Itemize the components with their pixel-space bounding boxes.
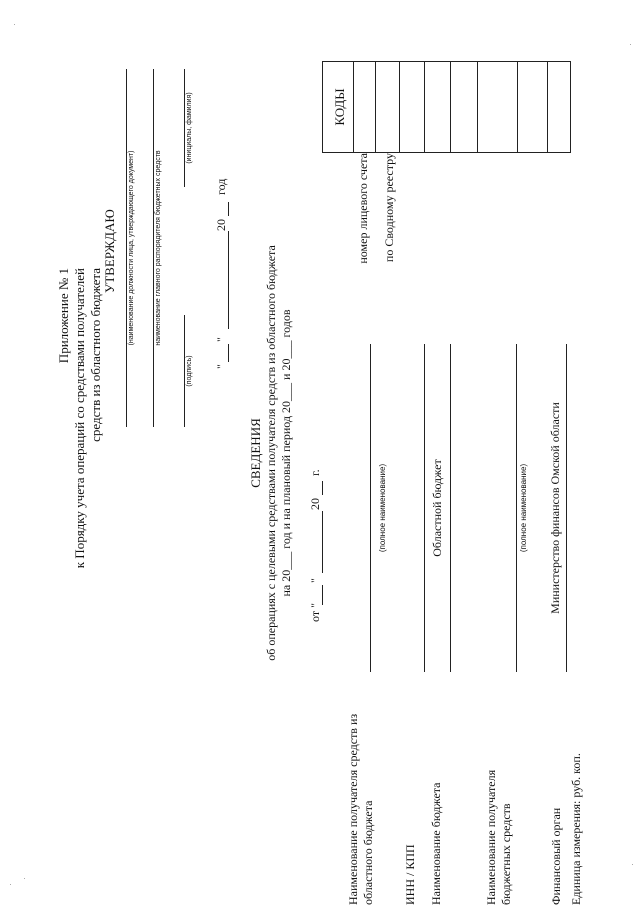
unit-label: Единица измерения: руб. коп. <box>569 753 583 905</box>
doc-title-line1: об операциях с целевыми средствами получателя средств из областного бюджета <box>264 245 278 661</box>
registry-label: по Сводному реестру <box>382 153 396 263</box>
finorg-value: Министерство финансов Омской области <box>548 402 562 614</box>
codes-header: КОДЫ <box>332 88 347 126</box>
bud-recipient-value-line <box>516 344 517 672</box>
inn-value-line <box>424 344 425 672</box>
scan-speck <box>632 864 633 865</box>
finorg-label: Финансовый орган <box>549 807 563 905</box>
codes-row-divider <box>375 62 376 152</box>
codes-table <box>322 61 571 153</box>
doc-title: СВЕДЕНИЯ <box>248 418 263 488</box>
approve-signature-caption: (подпись) <box>186 355 193 387</box>
approve-authority-line <box>153 69 154 427</box>
budget-value-line <box>450 344 451 672</box>
approve-date-year-line <box>228 202 229 216</box>
doc-date-month-line <box>322 511 323 573</box>
doc-date-mid: " <box>308 578 322 583</box>
appendix-line1: Приложение № 1 <box>56 268 71 364</box>
doc-date-year: 20 <box>308 498 322 510</box>
codes-row-divider <box>547 62 548 152</box>
doc-date-day-line <box>322 585 323 605</box>
budget-value: Областной бюджет <box>430 459 444 557</box>
approve-date-year-prefix: 20 <box>214 219 228 231</box>
approve-name-caption: (инициалы, фамилия) <box>186 92 193 164</box>
approve-date-quote2: " <box>214 337 228 342</box>
approve-title: УТВЕРЖДАЮ <box>102 209 117 293</box>
approve-date-day-line <box>228 344 229 362</box>
bud-recipient-label-1: Наименование получателя <box>484 769 498 905</box>
approve-position-caption: (наименование должности лица, утверждающего документ) <box>128 150 135 346</box>
codes-row-divider <box>399 62 400 152</box>
approve-date-year-suffix: год <box>214 178 228 195</box>
approve-signature-line <box>184 315 185 427</box>
scan-speck <box>14 24 15 25</box>
scan-speck <box>24 878 25 879</box>
account-label: номер лицевого счета <box>356 153 370 264</box>
scan-speck <box>10 884 11 885</box>
appendix-line3: средств из областного бюджета <box>88 268 103 442</box>
scan-speck <box>630 44 631 45</box>
approve-authority-caption: наименование главного распорядителя бюджетных средств <box>155 150 162 346</box>
codes-row-divider <box>450 62 451 152</box>
recipient-label-1: Наименование получателя средств из <box>346 713 360 905</box>
appendix-line2: к Порядку учета операций со средствами получателей <box>72 268 87 569</box>
inn-label: ИНН / КПП <box>403 844 417 905</box>
recipient-label-2: областного бюджета <box>361 800 375 905</box>
codes-row-divider <box>517 62 518 152</box>
doc-date-prefix: от " <box>308 603 322 622</box>
budget-label: Наименование бюджета <box>429 782 443 905</box>
codes-row-divider <box>424 62 425 152</box>
finorg-value-line <box>566 344 567 672</box>
bud-recipient-label-2: бюджетных средств <box>499 803 513 905</box>
codes-row-divider <box>353 62 354 152</box>
doc-title-line2: на 20___ год и на плановый период 20___ и 20___ годов <box>279 309 293 597</box>
doc-date-suffix: г. <box>308 469 322 476</box>
codes-row-divider <box>477 62 478 152</box>
bud-recipient-caption: (полное наименование) <box>519 463 528 553</box>
approve-name-line <box>184 69 185 187</box>
recipient-caption: (полное наименование) <box>378 463 387 553</box>
recipient-value-line <box>370 344 371 672</box>
doc-date-year-line <box>322 481 323 495</box>
approve-position-line <box>126 69 127 427</box>
approve-date-quote1: " <box>214 364 228 369</box>
approve-date-month-line <box>228 231 229 329</box>
